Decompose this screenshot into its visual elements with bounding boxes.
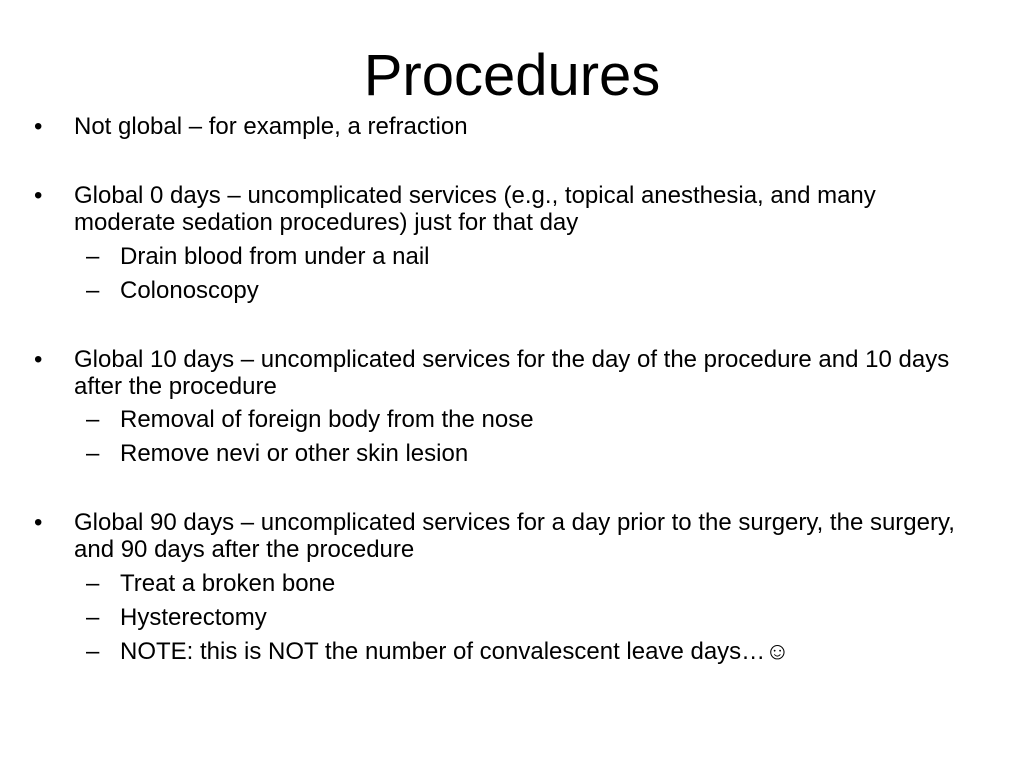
dash-marker: – [86,638,100,665]
bullet-marker: • [34,182,43,209]
bullet-item [34,509,974,563]
bullet-marker: • [34,346,43,373]
slide-title: Procedures [363,43,661,108]
bullet-marker: • [34,509,43,536]
sub-item [86,243,966,270]
sub-item-text: Drain blood from under a nail [120,243,430,270]
dash-marker: – [86,277,100,304]
sub-item-text: Treat a broken bone [120,570,336,597]
bullet-item [34,346,974,400]
sub-item [86,277,966,304]
sub-item [86,406,966,433]
sub-item [86,440,966,467]
dash-marker: – [86,243,100,270]
bullet-marker: • [34,113,43,140]
sub-item [86,638,966,665]
sub-item-text: NOTE: this is NOT the number of convalescent leave days…☺ [120,638,790,665]
dash-marker: – [86,570,100,597]
bullet-text: Global 90 days – uncomplicated services for a day prior to the surgery, the surgery, and 90 days after the procedure [74,509,955,563]
sub-item-text: Hysterectomy [120,604,267,631]
dash-marker: – [86,406,100,433]
bullet-text: Global 10 days – uncomplicated services for the day of the procedure and 10 days after the procedure [74,346,950,400]
sub-item [86,570,966,597]
sub-item-text: Remove nevi or other skin lesion [120,440,469,467]
bullet-text: Global 0 days – uncomplicated services (e.g., topical anesthesia, and many moderate sedation procedures) just for that day [74,182,876,236]
dash-marker: – [86,604,100,631]
dash-marker: – [86,440,100,467]
bullet-item [34,113,974,140]
bullet-text: Not global – for example, a refraction [74,113,468,140]
sub-item [86,604,966,631]
sub-item-text: Colonoscopy [120,277,259,304]
sub-item-text: Removal of foreign body from the nose [120,406,534,433]
bullet-item [34,182,974,236]
